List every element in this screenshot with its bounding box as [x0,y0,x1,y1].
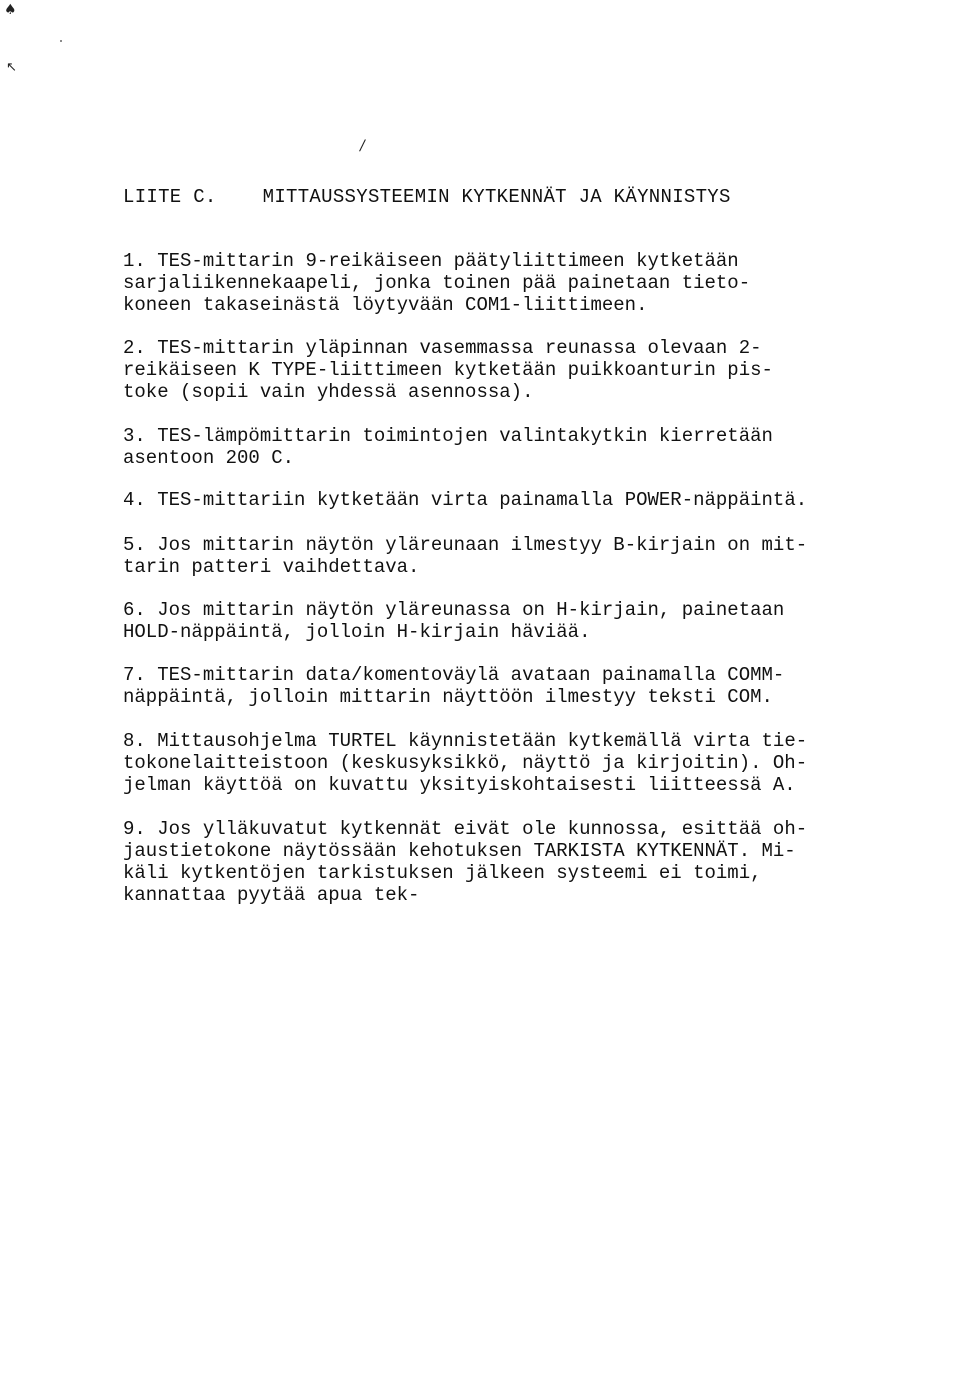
item-line: 7. TES-mittarin data/komentoväylä avataan painamalla COMM- [123,664,785,686]
item-number: 3. [123,425,146,447]
list-item [123,818,903,906]
item-number: 7. [123,664,146,686]
appendix-label: LIITE C. [123,186,217,208]
scan-mark: ↖ [6,60,17,75]
item-line: toke (sopii vain yhdessä asennossa). [123,381,534,403]
item-number: 2. [123,337,146,359]
list-item [123,425,903,469]
item-line: kannattaa pyytää apua tek- [123,884,420,906]
item-line: näppäintä, jolloin mittarin näyttöön ilmestyy teksti COM. [123,686,773,708]
list-item [123,730,903,796]
item-line: reikäiseen K TYPE-liittimeen kytketään puikkoanturin pis- [123,359,773,381]
item-line: tarin patteri vaihdettava. [123,556,420,578]
item-line: HOLD-näppäintä, jolloin H-kirjain häviää. [123,621,591,643]
list-item [123,250,903,316]
item-line: asentoon 200 C. [123,447,295,469]
item-line: 6. Jos mittarin näytön yläreunassa on H-kirjain, painetaan [123,599,785,621]
item-line: jaustietokone näytössään kehotuksen TARKISTA KYTKENNÄT. Mi- [123,840,796,862]
scan-dot [60,40,62,42]
list-item [123,664,903,708]
item-number: 6. [123,599,146,621]
item-line: 2. TES-mittarin yläpinnan vasemmassa reunassa olevaan 2- [123,337,762,359]
list-item [123,337,903,403]
appendix-title: MITTAUSSYSTEEMIN KYTKENNÄT JA KÄYNNISTYS [262,186,731,208]
scan-mark: / [360,138,365,154]
list-item [123,489,903,511]
item-number: 1. [123,250,146,272]
item-line: 8. Mittausohjelma TURTEL käynnistetään kytkemällä virta tie- [123,730,808,752]
item-number: 4. [123,489,146,511]
list-item [123,534,903,578]
item-line: sarjaliikennekaapeli, jonka toinen pää painetaan tieto- [123,272,751,294]
item-line: jelman käyttöä on kuvattu yksityiskohtaisesti liitteessä A. [123,774,796,796]
page-heading [123,186,731,208]
item-number: 8. [123,730,146,752]
item-line: 1. TES-mittarin 9-reikäiseen päätyliittimeen kytketään [123,250,739,272]
item-line: koneen takaseinästä löytyvään COM1-liittimeen. [123,294,648,316]
item-line: 9. Jos ylläkuvatut kytkennät eivät ole kunnossa, esittää oh- [123,818,808,840]
item-line: 3. TES-lämpömittarin toimintojen valintakytkin kierretään [123,425,773,447]
item-line: tokonelaitteistoon (keskusyksikkö, näyttö ja kirjoitin). Oh- [123,752,808,774]
item-line: 4. TES-mittariin kytketään virta painamalla POWER-näppäintä. [123,489,808,511]
item-line: käli kytkentöjen tarkistuksen jälkeen systeemi ei toimi, [123,862,762,884]
item-number: 9. [123,818,146,840]
list-item [123,599,903,643]
item-line: 5. Jos mittarin näytön yläreunaan ilmestyy B-kirjain on mit- [123,534,808,556]
scan-mark: ♠ [4,2,17,18]
item-number: 5. [123,534,146,556]
